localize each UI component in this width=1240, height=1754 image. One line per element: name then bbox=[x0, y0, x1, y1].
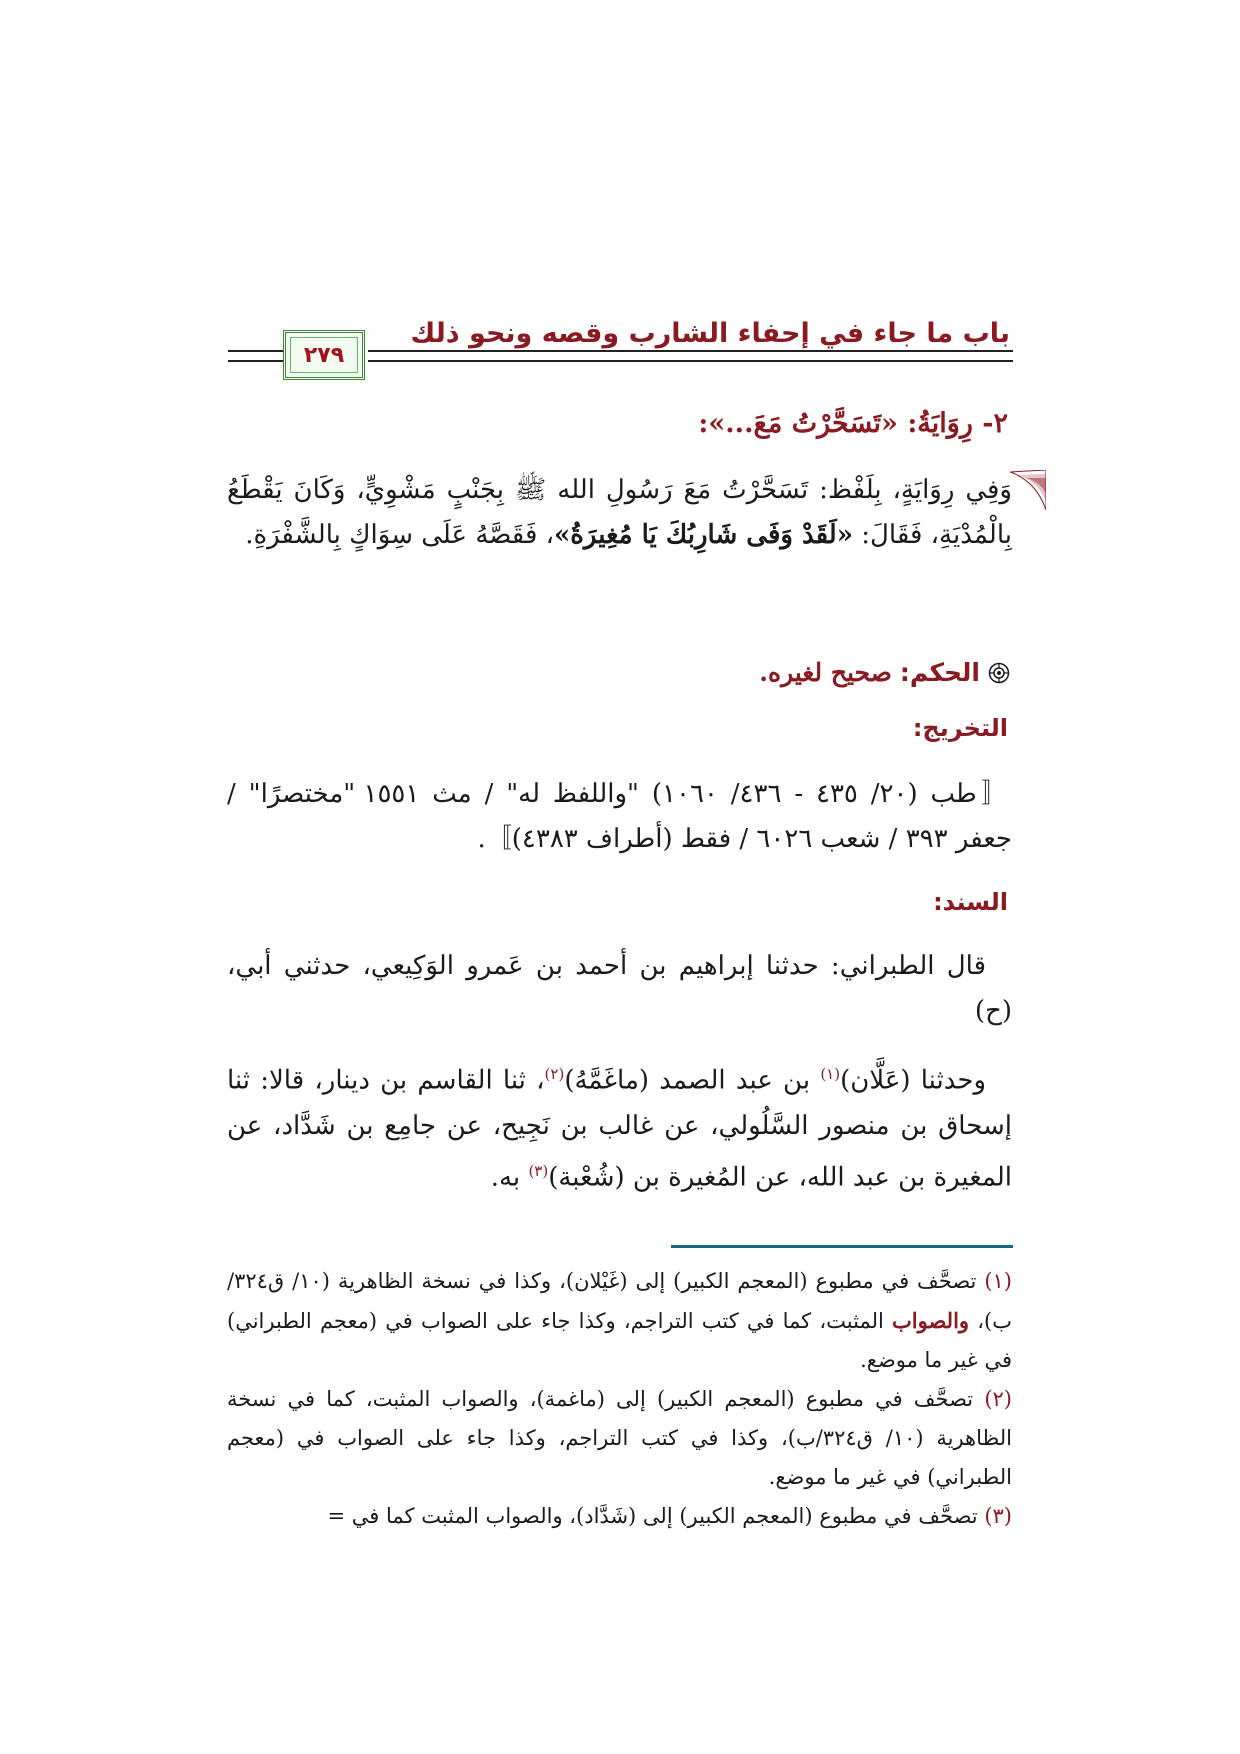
footnote-number: (٢) bbox=[984, 1387, 1012, 1411]
footnote-text: تصحَّف في مطبوع (المعجم الكبير) إلى (غَيْلان)، وكذا في نسخة الظاهرية (١٠/ ق٣٢٤/ ب)، bbox=[227, 1269, 1012, 1333]
sanad-para-1: قال الطبراني: حدثنا إبراهيم بن أحمد بن عَمرو الوَكِيعي، حدثني أبي، (ح) bbox=[227, 951, 1012, 1026]
page-number: ٢٧٩ bbox=[303, 342, 345, 368]
footnote-number: (٣) bbox=[984, 1504, 1012, 1528]
footnote-text-cont: المثبت، كما في كتب التراجم، وكذا جاء على الصواب في (معجم الطبراني) في غير ما موضع. bbox=[227, 1309, 1012, 1372]
footnote-ref-2[interactable]: (٢) bbox=[544, 1065, 565, 1083]
section-number: ٢- bbox=[982, 408, 1008, 439]
takhrij-text: 〚طب (٢٠/ ٤٣٥ - ٤٣٦/ ١٠٦٠) "واللفظ له" / مث ١٥٥١ "مختصرًا" / جعفر ٣٩٣ / شعب ٦٠٢٦ / فقط (أطراف ٤٣٨٣)〛. bbox=[227, 779, 1012, 854]
sanad-text-a: وحدثنا (عَلَّان) bbox=[840, 1065, 987, 1096]
section-title-text: رِوَايَةُ: «تَسَحَّرْتُ مَعَ...»: bbox=[698, 408, 973, 439]
footnote-ref-1[interactable]: (١) bbox=[820, 1065, 841, 1083]
hadith-text bbox=[227, 468, 1012, 558]
sanad-text-c: ، ثنا القاسم بن دينار، قالا: ثنا إسحاق بن منصور السَّلُولي، عن غالب بن نَجِيح، عن جامِع بن شَدَّاد، عن المغيرة بن عبد الله، عن المُغيرة بن (شُعْبة) bbox=[227, 1065, 1012, 1193]
header-rule-left bbox=[228, 350, 283, 362]
corner-ornament-icon bbox=[1010, 470, 1046, 510]
sanad-heading: السند: bbox=[933, 888, 1008, 916]
header-rule-right bbox=[368, 350, 1013, 362]
ruling bbox=[759, 658, 1010, 687]
takhrij-heading: التخريج: bbox=[912, 714, 1008, 742]
section-title bbox=[698, 408, 1008, 439]
footnote-number: (١) bbox=[984, 1269, 1012, 1293]
footnote-text: تصحَّف في مطبوع (المعجم الكبير) إلى (ماغمة)، والصواب المثبت، كما في نسخة الظاهرية (١٠/ ق٣٢٤/ب)، وكذا في كتب التراجم، وكذا جاء على الصواب في (معجم الطبراني) في غير ما موضع. bbox=[227, 1387, 1012, 1489]
hadith-text-part1: وَفِي رِوَايَةٍ، بِلَفْظ: تَسَحَّرْتُ مَعَ رَسُولِ الله ﷺ بِجَنْبٍ مَشْوِيٍّ، وَكَانَ يَقْطَعُ بِالْمُدْيَةِ، فَقَالَ: bbox=[227, 475, 1012, 550]
sanad-para-2 bbox=[227, 1052, 1012, 1200]
hadith-text-part2: ، فَقَصَّهُ عَلَى سِوَاكٍ بِالشَّفْرَةِ. bbox=[245, 520, 555, 550]
hadith-quote: «لَقَدْ وَفَى شَارِبُكَ يَا مُغِيرَةُ» bbox=[554, 520, 853, 550]
footnote-3 bbox=[227, 1497, 1012, 1536]
footnote-ref-3[interactable]: (٣) bbox=[528, 1161, 549, 1180]
sanad-text-d: به. bbox=[490, 1162, 529, 1193]
footnote-bold: والصواب bbox=[892, 1308, 970, 1333]
footnote-1 bbox=[227, 1262, 1012, 1380]
ruling-label: الحكم: bbox=[899, 658, 980, 687]
ruling-value: صحيح لغيره. bbox=[759, 658, 892, 687]
footnote-text: تصحَّف في مطبوع (المعجم الكبير) إلى (شَدَّاد)، والصواب المثبت كما في = bbox=[327, 1504, 985, 1528]
sanad-text-b: بن عبد الصمد (ماغَمَّهُ) bbox=[564, 1065, 821, 1096]
flower-ornament-icon bbox=[988, 662, 1010, 684]
footnote-separator bbox=[671, 1245, 1013, 1248]
running-title: باب ما جاء في إحفاء الشارب وقصه ونحو ذلك bbox=[410, 318, 1010, 349]
footnotes bbox=[227, 1262, 1012, 1536]
footnote-2 bbox=[227, 1380, 1012, 1497]
page-number-badge bbox=[283, 330, 365, 380]
